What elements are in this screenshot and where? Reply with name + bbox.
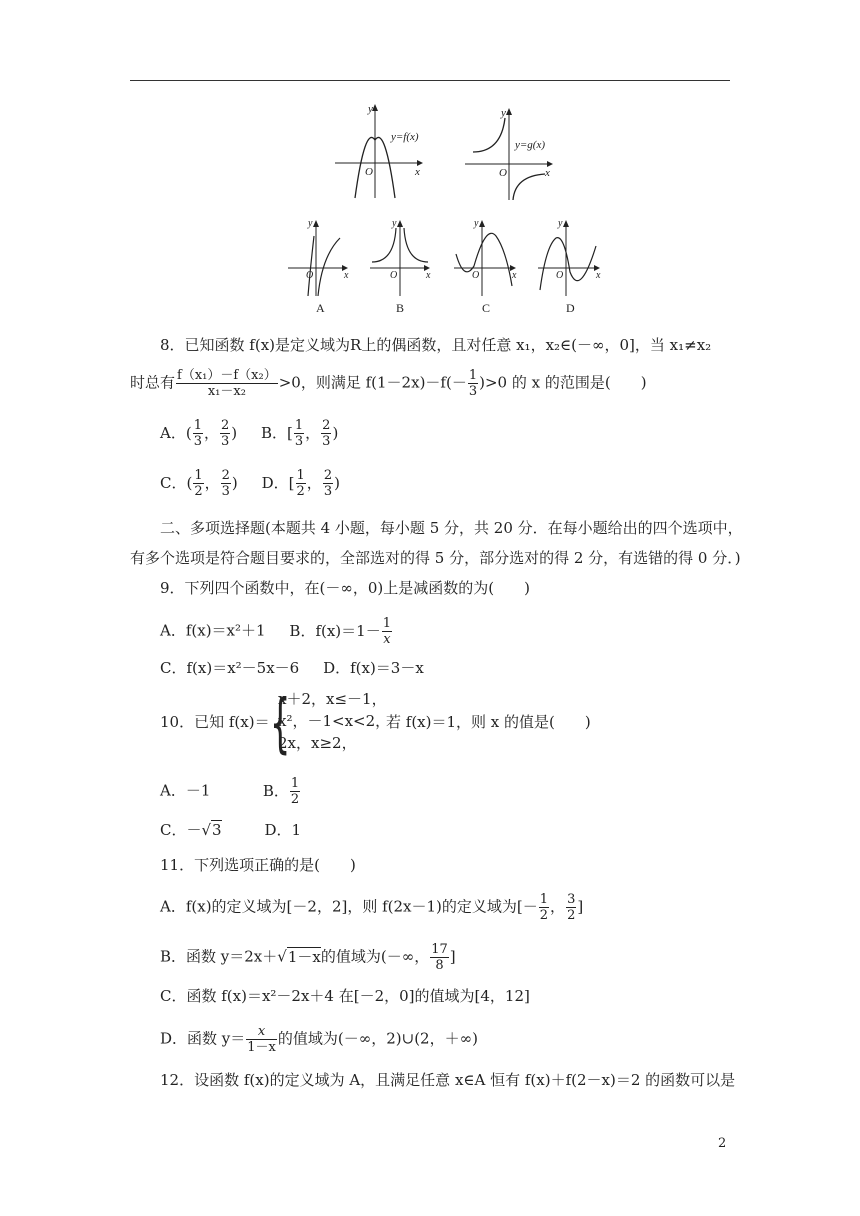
section2-heading-line2: 有多个选项是符合题目要求的，全部选对的得 5 分，部分选对的得 2 分，有选错的得 0 分．) <box>130 549 741 567</box>
fig-b-x-label: x <box>426 270 431 281</box>
q10-stem-post: 若 f(x)＝1，则 x 的值是( ) <box>386 713 591 731</box>
fig-a-letter: A <box>316 301 325 315</box>
fig-g-x-label: x <box>545 167 550 179</box>
q10-stem-pre: 10．已知 f(x)＝ <box>160 713 270 731</box>
q11-option-c: C．函数 f(x)＝x²－2x＋4 在[－2，0]的值域为[4，12] <box>160 987 530 1005</box>
fig-g-origin: O <box>499 167 507 179</box>
fig-f-curve-label: y=f(x) <box>391 131 419 143</box>
q9-options-cd <box>160 658 424 678</box>
q9-option-c: C．f(x)＝x²－5x－6 <box>160 659 300 677</box>
q11-option-b: B．函数 y＝2x＋√1－x的值域为(－∞， $\frac{17}{8}$ ] <box>160 942 456 973</box>
fig-d-y-label: y <box>558 218 563 229</box>
q10-options-cd <box>160 820 301 840</box>
fig-f-y-label: y <box>368 103 373 115</box>
q9-option-a: A．f(x)＝x²＋1 <box>160 621 266 640</box>
fig-d-letter: D <box>566 301 575 315</box>
fig-c-letter: C <box>482 301 491 315</box>
q11-stem: 11．下列选项正确的是( ) <box>160 856 356 874</box>
q8-options-cd <box>160 468 340 499</box>
q10-case1: x＋2，x≤－1， <box>278 690 387 708</box>
q10-option-c: C．－√3 <box>160 821 222 839</box>
fig-a-origin: O <box>306 270 314 281</box>
q8-frac-den: x₁－x₂ <box>207 384 246 399</box>
fig-g-curve-label: y=g(x) <box>515 139 546 151</box>
fig-c-origin: O <box>472 270 480 281</box>
q8-option-a: A．( $\frac{1}{3}$ ， $\frac{2}{3}$ ) <box>160 418 238 449</box>
q11-option-d: D．函数 y＝ $\frac{x}{1-x}$ 的值域为(－∞，2)∪(2，＋∞) <box>160 1024 478 1055</box>
q8-stem-line2 <box>130 368 647 399</box>
fig-a-y-label: y <box>308 218 313 229</box>
figure-f-graph <box>335 100 435 200</box>
q9-options-ab <box>160 616 393 647</box>
section2-heading-line1: 二、多项选择题(本题共 4 小题，每小题 5 分，共 20 分．在每小题给出的四个选项中， <box>160 519 743 537</box>
q10-option-b: B． $\frac{1}{2}$ <box>262 776 300 807</box>
q9-stem: 9．下列四个函数中，在(－∞，0)上是减函数的为( ) <box>160 579 530 597</box>
q8-stem2-pre: 时总有 <box>130 373 176 392</box>
q10-piecewise-brace: { <box>270 687 291 761</box>
fig-d-origin: O <box>556 270 564 281</box>
figure-g-graph <box>465 108 565 200</box>
q9-option-b: B．f(x)＝1－ $\frac{1}{x}$ <box>289 616 391 647</box>
fig-f-x-label: x <box>415 166 420 178</box>
fig-f-origin: O <box>365 166 373 178</box>
header-rule <box>130 80 730 81</box>
fig-a-x-label: x <box>344 270 349 281</box>
figure-option-a <box>286 216 358 316</box>
q8-option-d: D．[ $\frac{1}{2}$ ， $\frac{2}{3}$ ) <box>261 468 340 499</box>
q8-stem-line1: 8．已知函数 f(x)是定义域为R上的偶函数，且对任意 x₁，x₂∈(－∞，0]，当 x₁≠x₂ <box>160 336 712 354</box>
figure-option-d <box>536 216 608 316</box>
q11-option-a: A．f(x)的定义域为[－2，2]，则 f(2x－1)的定义域为[－ $\frac{1}{2}$ ， $\frac{3}{2}$ ] <box>160 892 584 923</box>
page-number: 2 <box>718 1136 727 1151</box>
fig-g-y-label: y <box>501 107 506 119</box>
fig-d-x-label: x <box>596 270 601 281</box>
figure-option-b <box>368 216 440 316</box>
q10-option-a: A．－1 <box>160 781 211 800</box>
fig-b-y-label: y <box>392 218 397 229</box>
figure-option-c <box>452 216 524 316</box>
q8-options-ab <box>160 418 338 449</box>
q8-stem2-post: )>0 的 x 的范围是( ) <box>479 373 647 392</box>
q8-option-b: B．[ $\frac{1}{3}$ ， $\frac{2}{3}$ ) <box>260 418 339 449</box>
q8-third-fraction: $\frac{1}{3}$ <box>468 368 478 399</box>
fig-b-origin: O <box>390 270 398 281</box>
q8-stem2-mid: >0，则满足 f(1－2x)－f(－ <box>278 373 467 392</box>
q10-options-ab <box>160 776 301 807</box>
q8-option-c: C．( $\frac{1}{2}$ ， $\frac{2}{3}$ ) <box>160 468 238 499</box>
fig-c-x-label: x <box>512 270 517 281</box>
q8-frac-num: f（x₁）－f（x₂） <box>177 368 277 383</box>
q9-option-d: D．f(x)＝3－x <box>323 659 424 677</box>
q12-stem: 12．设函数 f(x)的定义域为 A，且满足任意 x∈A 恒有 f(x)＋f(2－x)＝2 的函数可以是 <box>160 1071 736 1089</box>
fig-c-y-label: y <box>474 218 479 229</box>
fig-b-letter: B <box>396 301 405 315</box>
q10-case3: 2x，x≥2， <box>278 734 357 752</box>
q10-case2: x²，－1<x<2， <box>278 712 391 730</box>
q8-condition-fraction <box>176 368 278 399</box>
q10-option-d: D．1 <box>264 821 302 839</box>
